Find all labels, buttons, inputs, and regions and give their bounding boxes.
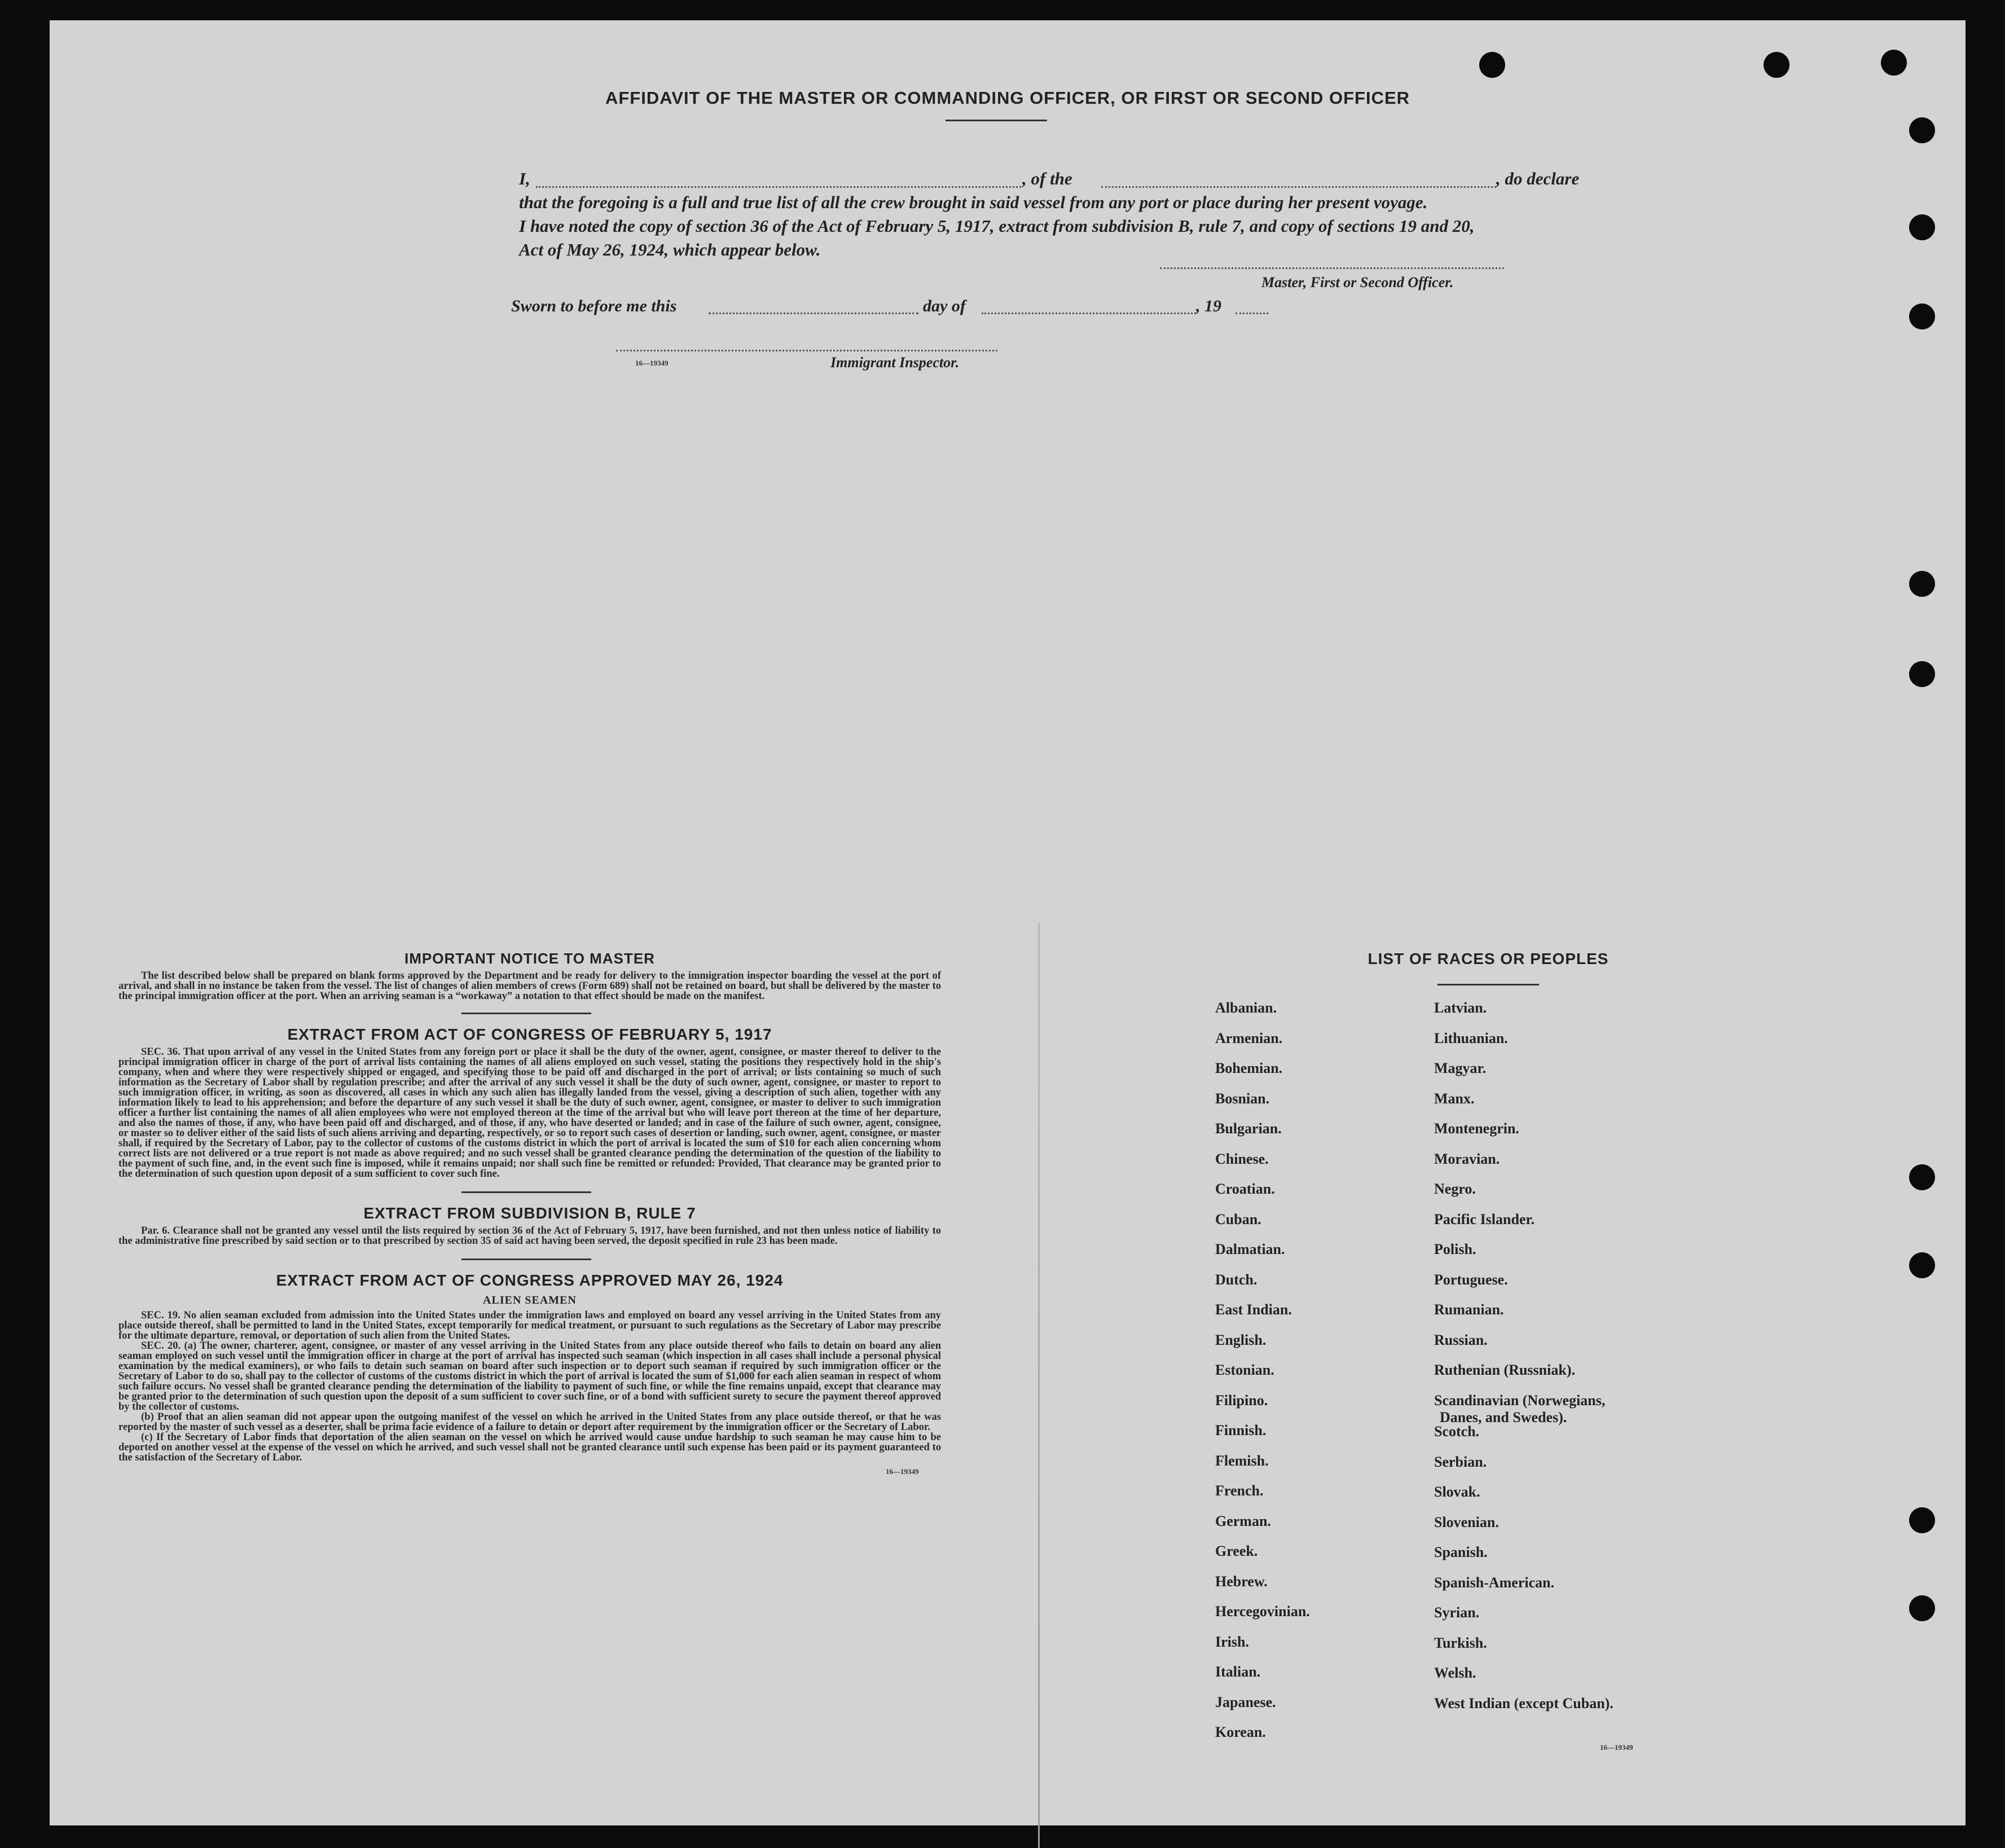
race-item: Scotch. — [1434, 1423, 1480, 1440]
page-fold — [1038, 923, 1040, 1848]
divider — [461, 1191, 591, 1193]
race-item: Latvian. — [1434, 1000, 1487, 1016]
race-item: Slovenian. — [1434, 1513, 1499, 1530]
race-item: Scandinavian (Norwegians, — [1434, 1392, 1606, 1409]
sec-20c-paragraph: (c) If the Secretary of Labor finds that deportation of the alien seaman on the vessel on which he arrived would cause undue hardship to such seaman he may cause him to be deported on another vessel at the expense of the vessel on which he arrived, and such vessel shall not be granted clearance until such expense has been paid or its payment guaranteed to the satisfaction of the Secretary of Labor. — [118, 1432, 941, 1463]
notice-text — [118, 971, 941, 1001]
race-item: Dutch. — [1215, 1271, 1257, 1288]
sworn-day-field[interactable] — [709, 313, 918, 314]
race-item: Croatian. — [1215, 1181, 1275, 1197]
notice-title: IMPORTANT NOTICE TO MASTER — [404, 950, 655, 967]
race-item: Serbian. — [1434, 1453, 1487, 1470]
sec-19-paragraph: SEC. 19. No alien seaman excluded from admission into the United States under the immigration laws and employed on board any vessel arriving in the United States from any place outside thereof, shall be permitted to land in the United States, except temporarily for medical treatment, or pursuant to such regulations as the Secretary of Labor may prescribe for the ultimate departure, removal, or deportation of such alien from the United States. — [118, 1310, 941, 1341]
divider — [461, 1013, 591, 1014]
race-item: Negro. — [1434, 1181, 1476, 1197]
punch-hole — [1909, 571, 1935, 597]
declaration-line-1-a: I, — [519, 169, 530, 188]
race-item: Ruthenian (Russniak). — [1434, 1362, 1575, 1378]
punch-hole — [1909, 117, 1935, 143]
name-field[interactable] — [536, 186, 1021, 188]
affidavit-title: AFFIDAVIT OF THE MASTER OR COMMANDING OFFICER, OR FIRST OR SECOND OFFICER — [605, 88, 1410, 108]
race-item: Armenian. — [1215, 1029, 1283, 1046]
sec-20b-paragraph: (b) Proof that an alien seaman did not appear upon the outgoing manifest of the vessel on which he arrived in the United States from any place outside thereof, or that he was reported by the master of such vessel as a deserter, shall be prima facie evidence of a failure to detain or deport after requirement by the immigration officer or the Secretary of Labor. — [118, 1411, 941, 1433]
master-signature-label: Master, First or Second Officer. — [1261, 274, 1454, 291]
form-number: 16—19349 — [1600, 1743, 1633, 1752]
race-item: Welsh. — [1434, 1665, 1476, 1681]
race-item: English. — [1215, 1331, 1267, 1348]
race-item: Slovak. — [1434, 1484, 1480, 1500]
race-item: Albanian. — [1215, 1000, 1277, 1016]
race-item: Flemish. — [1215, 1452, 1269, 1469]
sworn-year-label: , 19 — [1196, 297, 1221, 315]
sworn-year-field[interactable] — [1235, 313, 1268, 314]
punch-hole — [1909, 1595, 1935, 1621]
act-1924-text — [118, 1310, 941, 1463]
rule-7-title: EXTRACT FROM SUBDIVISION B, RULE 7 — [363, 1204, 696, 1222]
race-item: Greek. — [1215, 1543, 1258, 1559]
notices-column — [118, 950, 941, 1476]
race-item: Montenegrin. — [1434, 1120, 1519, 1137]
race-item: Turkish. — [1434, 1634, 1487, 1651]
race-item: Russian. — [1434, 1331, 1488, 1348]
form-page — [50, 20, 1966, 1825]
sec-20a-paragraph: SEC. 20. (a) The owner, charterer, agent, consignee, or master of any vessel arriving in the United States from any place outside thereof who fails to detain on board any alien seaman employed on such vessel until the immigration officer in charge at the port of arrival has inspected such seaman (which inspection in all cases shall include a personal physical examination by the medical examiners), or who fails to detain such seaman on board after such inspection or to deport such seaman if required by such immigration officer or the Secretary of Labor to do so, shall pay to the collector of customs of the customs district in which the port of arrival is located the sum of $1,000 for each alien seaman in respect of whom such failure occurs. No vessel shall be granted clearance pending the determination of the liability to payment of such fine, or while the fine remains unpaid, except that clearance may be granted prior to the determination of such question upon the deposit of a sum sufficient to cover such fine, or of a bond with sufficient surety to secure the payment thereof approved by the collector of customs. — [118, 1340, 941, 1413]
punch-hole — [1881, 50, 1907, 76]
inspector-signature-line[interactable] — [616, 350, 997, 351]
race-item: Estonian. — [1215, 1362, 1274, 1378]
punch-hole — [1764, 52, 1789, 78]
race-item: Moravian. — [1434, 1150, 1500, 1167]
race-item: Manx. — [1434, 1090, 1475, 1107]
master-signature-line[interactable] — [1160, 267, 1504, 269]
race-item: Korean. — [1215, 1724, 1266, 1740]
divider — [461, 1259, 591, 1260]
sworn-month-field[interactable] — [982, 313, 1196, 314]
act-1917-title: EXTRACT FROM ACT OF CONGRESS OF FEBRUARY 5, 1917 — [287, 1026, 772, 1043]
race-item: Hebrew. — [1215, 1573, 1268, 1590]
race-item: Pacific Islander. — [1434, 1211, 1535, 1227]
race-item: Magyar. — [1434, 1060, 1487, 1076]
act-1924-title: EXTRACT FROM ACT OF CONGRESS APPROVED MAY 26, 1924 — [276, 1271, 784, 1289]
notice-paragraph: The list described below shall be prepared on blank forms approved by the Department and be ready for delivery to the immigration inspector boarding the vessel at the port of arrival, and shall in no instance be taken from the vessel. The list of changes of alien members of crews (Form 689) shall not be retained on board, but shall be delivered by the master to the principal immigration officer at the port. When an arriving seaman is a “workaway” a notation to that effect should be made on the manifest. — [118, 970, 941, 1002]
sec-36-paragraph: SEC. 36. That upon arrival of any vessel in the United States from any foreign port or place it shall be the duty of the owner, agent, consignee, or master thereof to deliver to the principal immigration officer in charge of the port of arrival lists containing the names of all aliens employed on such vessel, stating the positions they respectively hold in the ship's company, when and where they were respectively shipped or engaged, and specifying those to be paid off and discharged in the port of arrival; or lists containing so much of such information as the Secretary of Labor shall by regulation prescribe; and after the arrival of any such vessel it shall be the duty of such owner, agent, consignee, or master to report to such immigration officer, in writing, as soon as discovered, all cases in which any such alien has illegally landed from the vessel, giving a description of such alien, together with any information likely to lead to his apprehension; and before the departure of any such vessel it shall be the duty of such owner, agent, consignee, or master to deliver to such immigration officer a further list containing the names of all alien employees who were not employed thereon at the time of the arrival but who will leave port thereon at the time of her departure, and also the names of those, if any, who have been paid off and discharged, and of those, if any, who have deserted or landed; and in case of the failure of such owner, agent, consignee, or master so to deliver either of the said lists of such aliens arriving and departing, respectively, or so to report such cases of desertion or landing, such owner, agent, consignee, or master shall, if required by the Secretary of Labor, pay to the collector of customs of the customs district in which the port of arrival is located the sum of $10 for each alien concerning whom correct lists are not delivered or a true report is not made as above required; and no such vessel shall be granted clearance pending the determination of the question of the liability to the payment of such fine, and, in the event such fine is imposed, while it remains unpaid; nor shall such fine be remitted or refunded: Provided, That clearance may be granted prior to the determination of such question upon deposit of a sum sufficient to cover such fine. — [118, 1046, 941, 1180]
race-item: German. — [1215, 1512, 1271, 1529]
vessel-field[interactable] — [1101, 186, 1496, 188]
punch-hole — [1479, 52, 1505, 78]
par-6-paragraph: Par. 6. Clearance shall not be granted any vessel until the lists required by section 36 of the Act of February 5, 1917, have been furnished, and not then unless notice of liability to the administrative fine prescribed by said section or to that prescribed by section 35 of said act having been served, the deposit specified in rule 23 has been made. — [118, 1225, 941, 1247]
race-item: Bulgarian. — [1215, 1120, 1282, 1137]
declaration-line-1-c: , do declare — [1496, 169, 1580, 188]
race-item: Dalmatian. — [1215, 1241, 1285, 1257]
sworn-day-of-label: day of — [923, 297, 966, 315]
punch-hole — [1909, 214, 1935, 240]
race-item: Italian. — [1215, 1664, 1261, 1680]
race-item: West Indian (except Cuban). — [1434, 1695, 1613, 1711]
race-item: Finnish. — [1215, 1422, 1267, 1438]
race-item: Danes, and Swedes). — [1440, 1409, 1567, 1425]
race-item: French. — [1215, 1482, 1264, 1499]
punch-hole — [1909, 1164, 1935, 1190]
punch-hole — [1909, 1252, 1935, 1278]
punch-hole — [1909, 661, 1935, 687]
inspector-label: Immigrant Inspector. — [830, 354, 960, 371]
race-item: Irish. — [1215, 1633, 1249, 1650]
race-item: Portuguese. — [1434, 1271, 1508, 1288]
declaration-line-3: I have noted the copy of section 36 of the Act of February 5, 1917, extract from subdivision B, rule 7, and copy of sections 19 and 20, — [519, 216, 1475, 236]
divider — [946, 120, 1047, 121]
divider — [1437, 984, 1539, 985]
act-1917-text — [118, 1047, 941, 1179]
race-item: Japanese. — [1215, 1693, 1276, 1710]
race-item: Spanish. — [1434, 1544, 1488, 1560]
race-item: Hercegovinian. — [1215, 1603, 1310, 1620]
form-number: 16—19349 — [635, 359, 669, 367]
alien-seamen-subtitle: ALIEN SEAMEN — [483, 1294, 577, 1306]
race-item: Spanish-American. — [1434, 1574, 1555, 1591]
sworn-label: Sworn to before me this — [511, 297, 677, 315]
punch-hole — [1909, 303, 1935, 329]
race-item: Cuban. — [1215, 1211, 1261, 1227]
race-item: Filipino. — [1215, 1392, 1268, 1409]
form-number: 16—19349 — [886, 1467, 919, 1476]
race-item: Syrian. — [1434, 1604, 1480, 1621]
declaration-line-1-b: , of the — [1022, 169, 1072, 188]
race-item: Lithuanian. — [1434, 1029, 1508, 1046]
race-item: East Indian. — [1215, 1301, 1292, 1318]
punch-hole — [1909, 1507, 1935, 1533]
race-item: Polish. — [1434, 1241, 1476, 1257]
rule-7-text — [118, 1226, 941, 1246]
race-item: Chinese. — [1215, 1150, 1269, 1167]
race-item: Bohemian. — [1215, 1060, 1283, 1076]
race-item: Bosnian. — [1215, 1090, 1270, 1107]
declaration-line-2: that the foregoing is a full and true list of all the crew brought in said vessel from any port or place during her present voyage. — [519, 192, 1428, 212]
declaration-line-4: Act of May 26, 1924, which appear below. — [519, 240, 821, 259]
race-item: Rumanian. — [1434, 1301, 1504, 1318]
races-title: LIST OF RACES OR PEOPLES — [1368, 950, 1609, 967]
